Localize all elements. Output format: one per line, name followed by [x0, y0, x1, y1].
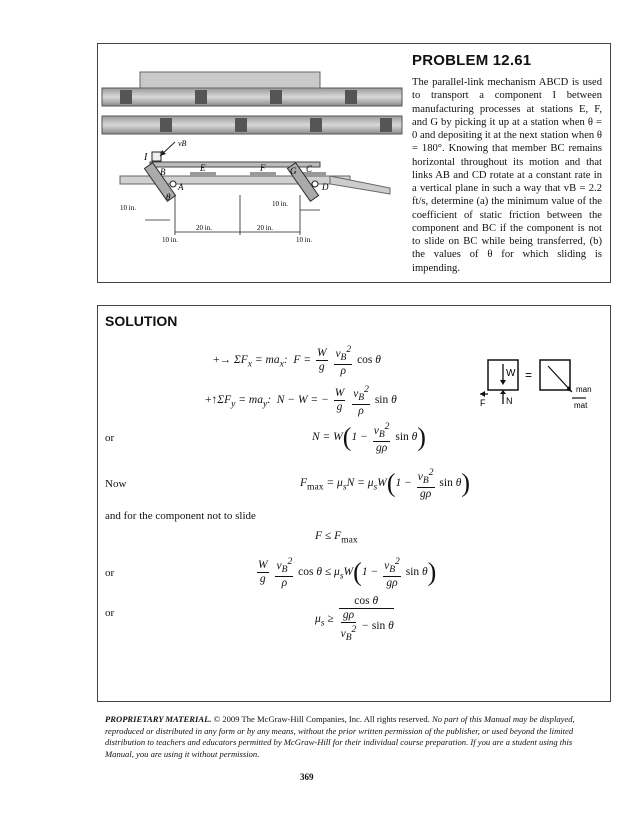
- fbd-mat: mat: [574, 401, 588, 410]
- solution-title: SOLUTION: [105, 313, 178, 329]
- problem-statement: [412, 76, 602, 275]
- footer-italic: No part of this Manual may be displayed, reproduced or distributed in any form or by any means, without the prior written permission of the publisher, or used beyond the limited distribution to teachers and educators permitted by McGraw-Hill for their individual course preparation. If you are a student using this Manual, you are using it without permission.: [105, 714, 575, 759]
- equation-f-le-fmax: $F \le F_{max}$: [315, 530, 358, 546]
- label-I: I: [144, 152, 148, 163]
- label-vB: vB: [178, 139, 187, 148]
- equation-normal-force: N = W(1 − $\frac{v_B^2}{g\rho}$ sin θ): [312, 421, 426, 455]
- label-F: F: [260, 163, 266, 173]
- equation-mu-s: $\mu_s$ ≥ cos θ $\frac{g\rho}{v_B^2}$ − sin θ: [315, 595, 394, 644]
- problem-text: The parallel-link mechanism ABCD is used to transport a component I between manufacturing processes at stations E, F, and G by picking it up at a station when θ = 0 and depositing it at the next station when θ = 180°. Knowing that member BC remains horizontal throughout its motion and that links AB and CD rotate at a constant rate in a vertical plane in such a way that vB = 2.2 ft/s, determine (a) the minimum value of the coefficient of static friction between the component and BC if the component is not to slide on BC while being transferred, (b) the values of θ for which sliding is impending.: [412, 77, 602, 274]
- dim-20a: 20 in.: [196, 224, 212, 232]
- fbd-F: F: [480, 398, 486, 408]
- fbd-equals: =: [525, 368, 533, 382]
- label-E: E: [200, 163, 206, 173]
- text-not-slide: and for the component not to slide: [105, 510, 256, 522]
- footer-copyright: [105, 714, 603, 760]
- fbd-W: W: [506, 368, 516, 379]
- fbd-man: man: [576, 385, 592, 394]
- word-or-3: or: [105, 607, 115, 619]
- footer-text: © 2009 The McGraw-Hill Companies, Inc. All rights reserved.: [211, 714, 432, 724]
- word-or-2: or: [105, 567, 115, 579]
- label-B: B: [160, 167, 166, 177]
- equation-inequality: $\frac{W}{g}$ $\frac{v_B^2}{\rho}$ $\cos \theta \le \mu_sW(1$ − $\frac{v_B^2}{g\rho}$ sin θ): [258, 556, 437, 590]
- free-body-diagram: [480, 352, 595, 412]
- label-theta: θ: [166, 192, 171, 202]
- label-C: C: [306, 164, 313, 174]
- equation-sum-fy: $+↑\Sigma F_y = ma_y$: N − W = − $\frac{W}{g}$ $\frac{v_B^2}{\rho}$ sin θ: [205, 384, 397, 418]
- dim-10d: 10 in.: [296, 236, 312, 244]
- dim-10c: 10 in.: [162, 236, 178, 244]
- equation-sum-fx: +→ $\Sigma F_x = ma_x$: F = $\frac{W}{g}$ $\frac{v_B^2}{\rho}$ cos θ: [213, 344, 381, 378]
- problem-title: PROBLEM 12.61: [412, 52, 532, 69]
- dim-10b: 10 in.: [272, 200, 288, 208]
- word-or-1: or: [105, 432, 115, 444]
- page-number: 369: [300, 772, 314, 782]
- label-A: A: [178, 182, 184, 192]
- mechanism-figure: [100, 60, 405, 265]
- label-G: G: [290, 166, 297, 176]
- dim-20b: 20 in.: [257, 224, 273, 232]
- fbd-N: N: [506, 396, 513, 406]
- equation-fmax: $F_{max} = \mu_sN = \mu_sW(1$ − $\frac{v_B^2}{g\rho}$ sin θ): [300, 467, 471, 501]
- footer-bold: PROPRIETARY MATERIAL.: [105, 714, 212, 724]
- label-D: D: [322, 182, 329, 192]
- dim-10a: 10 in.: [120, 204, 136, 212]
- word-now: Now: [105, 478, 127, 490]
